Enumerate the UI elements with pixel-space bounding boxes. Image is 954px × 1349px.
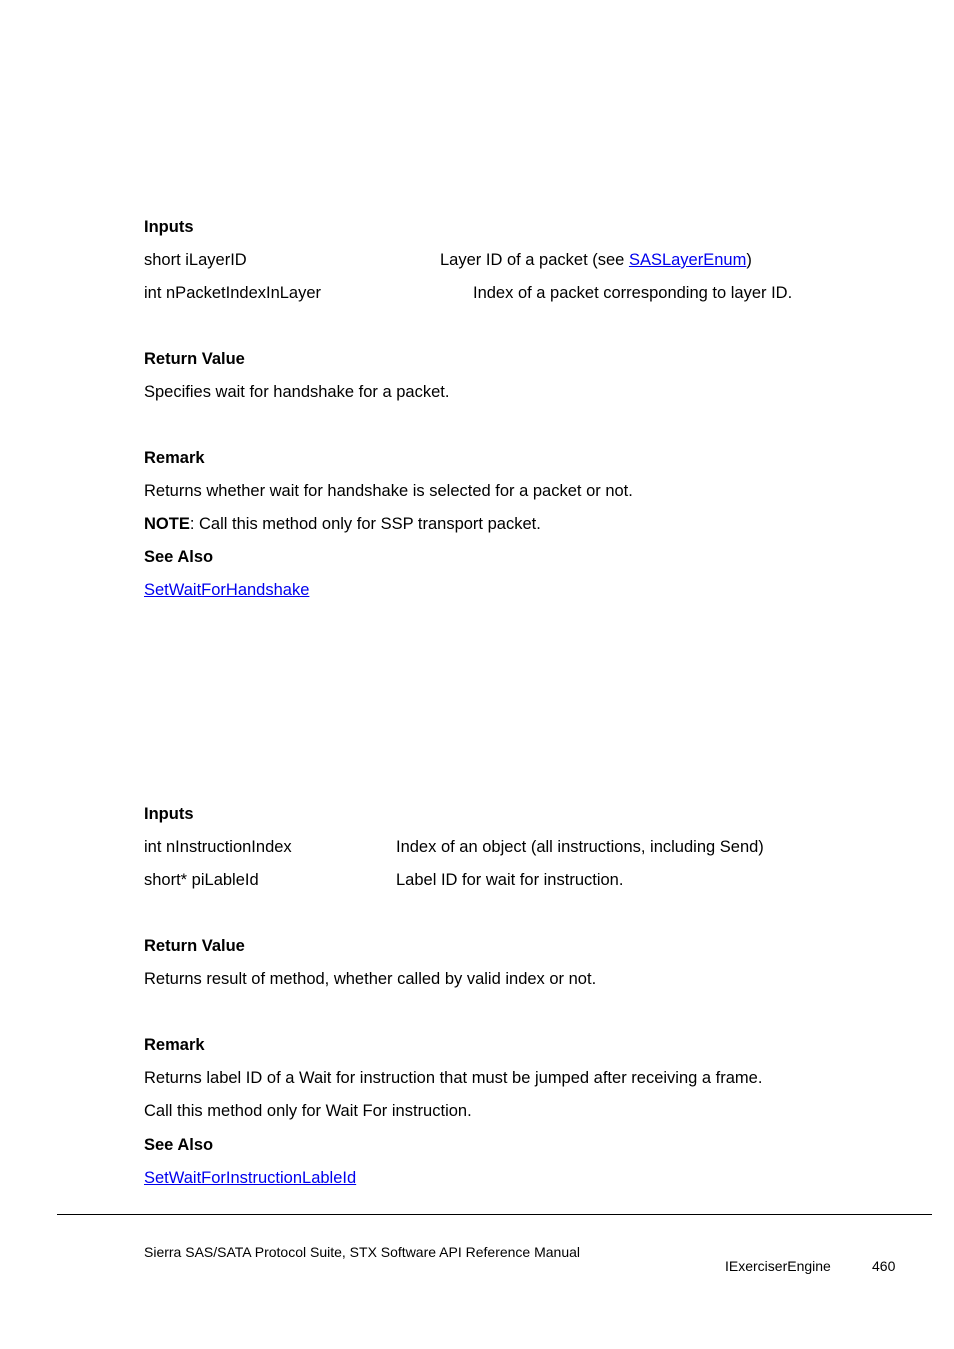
param-name: int nPacketIndexInLayer (144, 284, 322, 302)
param-desc-suffix: ) (746, 251, 752, 269)
return-value-heading: Return Value (144, 937, 245, 955)
note-line (144, 514, 541, 534)
inputs-heading: Inputs (144, 218, 194, 236)
remark-text: Returns label ID of a Wait for instruction that must be jumped after receiving a frame. (144, 1069, 763, 1087)
note-text: : Call this method only for SSP transport packet. (189, 515, 541, 533)
remark-text-2: Call this method only for Wait For instruction. (144, 1102, 472, 1120)
see-also-heading: See Also (144, 1136, 214, 1154)
setwaitforinstructionlableid-link[interactable]: SetWaitForInstructionLableId (144, 1169, 357, 1187)
setwaitforhandshake-link[interactable]: SetWaitForHandshake (144, 581, 310, 599)
footer-divider (57, 1214, 932, 1215)
inputs-heading: Inputs (144, 805, 194, 823)
remark-heading: Remark (144, 449, 205, 467)
param-name: int nInstructionIndex (144, 838, 292, 856)
param-name: short* piLableId (144, 871, 259, 889)
see-also-item (144, 1168, 356, 1188)
param-desc (440, 250, 752, 270)
param-desc-prefix: Layer ID of a packet (see (440, 251, 629, 269)
footer-section-name: IExerciserEngine (725, 1258, 831, 1274)
return-value-text: Specifies wait for handshake for a packet. (144, 383, 450, 401)
remark-text: Returns whether wait for handshake is selected for a packet or not. (144, 482, 633, 500)
see-also-item (144, 580, 309, 600)
note-label: NOTE (144, 515, 190, 533)
param-desc: Index of a packet corresponding to layer ID. (473, 284, 793, 302)
footer-manual-title: Sierra SAS/SATA Protocol Suite, STX Software API Reference Manual (144, 1244, 581, 1260)
param-desc: Index of an object (all instructions, including Send) (396, 838, 764, 856)
param-desc: Label ID for wait for instruction. (396, 871, 624, 889)
see-also-heading: See Also (144, 548, 214, 566)
remark-heading: Remark (144, 1036, 205, 1054)
param-name: short iLayerID (144, 251, 247, 269)
return-value-heading: Return Value (144, 350, 245, 368)
saslayerenum-link[interactable]: SASLayerEnum (628, 251, 747, 269)
footer-page-number: 460 (872, 1258, 896, 1274)
return-value-text: Returns result of method, whether called by valid index or not. (144, 970, 597, 988)
